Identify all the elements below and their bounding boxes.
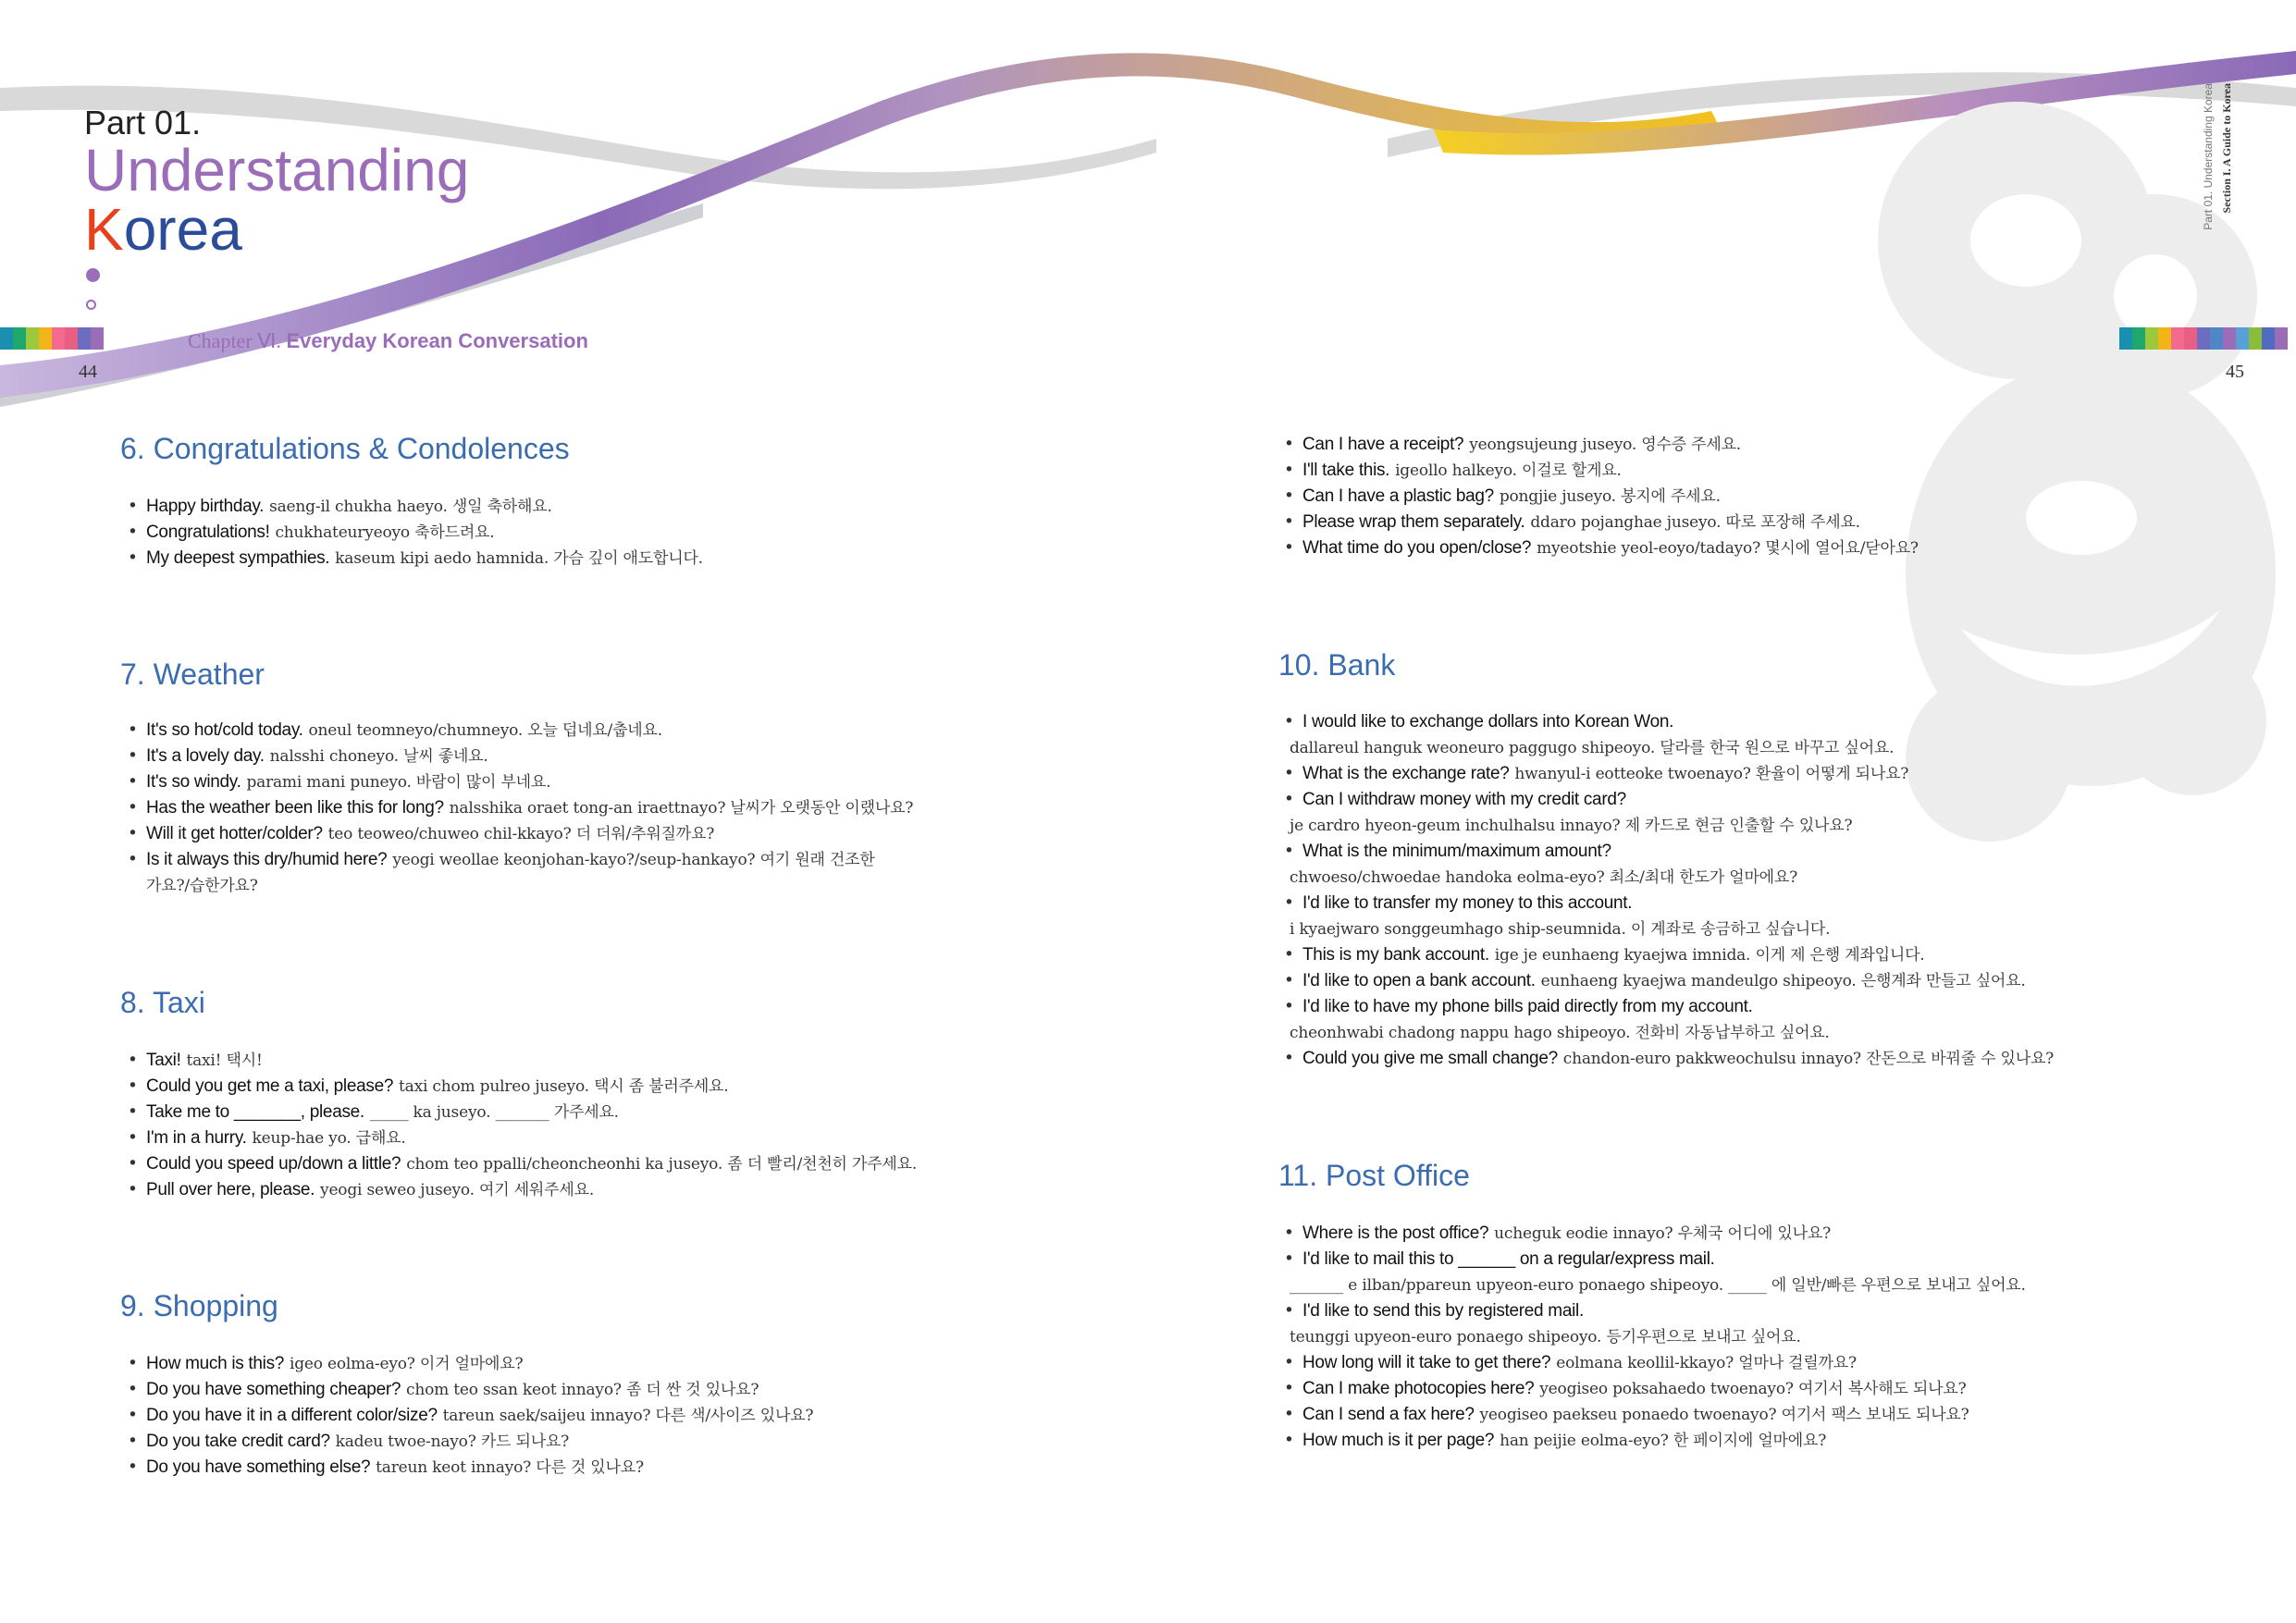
list-item: • It's so hot/cold today. oneul teomneyo/chumneyo. 오늘 덥네요/춥네요. (120, 718, 913, 744)
list-item: • I'd like to send this by registered mail. teunggi upyeon-euro ponaego shipeoyo. 등기우편으로 보내고 싶어요. (1277, 1298, 2026, 1350)
list-item: • Do you have something else? tareun keot innayo? 다른 것 있나요? (120, 1455, 813, 1481)
color-strip-left (0, 327, 104, 350)
running-header-part: Part 01. Understanding Korea (2202, 83, 2215, 230)
chapter-heading (188, 329, 588, 353)
list-item: • I would like to exchange dollars into Korean Won. dallareul hanguk weoneuro paggugo shipeoyo. 달라를 한국 원으로 바꾸고 싶어요. (1277, 709, 2054, 761)
list-item: • Could you give me small change? chandon-euro pakkweochulsu innayo? 잔돈으로 바꿔줄 수 있나요? (1277, 1046, 2054, 1072)
list-item: • It's so windy. parami mani puneyo. 바람이 많이 부네요. (120, 769, 913, 795)
list-item: • How long will it take to get there? eolmana keollil-kkayo? 얼마나 걸릴까요? (1277, 1350, 2026, 1376)
running-header-vertical (2200, 83, 2240, 324)
page-title-line2 (84, 196, 242, 263)
section-heading-taxi: 8. Taxi (120, 986, 205, 1019)
running-header-section: Section I. A Guide to Korea (2220, 83, 2233, 214)
list-item: • Take me to _______, please. _____ ka juseyo. _______ 가주세요. (120, 1100, 917, 1125)
page-title-line1: Understanding (84, 137, 470, 203)
list-item: • Can I make photocopies here? yeogiseo poksahaedo twoenayo? 여기서 복사해도 되나요? (1277, 1376, 2026, 1402)
list-item: • What time do you open/close? myeotshie yeol-eoyo/tadayo? 몇시에 열어요/닫아요? (1277, 535, 1919, 561)
list-congratulations (120, 494, 703, 572)
list-item: • It's a lovely day. nalsshi choneyo. 날씨 좋네요. (120, 744, 913, 769)
list-item: • Taxi! taxi! 택시! (120, 1048, 917, 1074)
section-heading-bank: 10. Bank (1278, 648, 1396, 682)
list-item: • Where is the post office? ucheguk eodie innayo? 우체국 어디에 있나요? (1277, 1221, 2026, 1247)
title-letter-k: K (84, 196, 124, 263)
list-item: • Do you have it in a different color/size? tareun saek/saijeu innayo? 다른 색/사이즈 있나요? (120, 1403, 813, 1429)
list-item: • Can I have a receipt? yeongsujeung juseyo. 영수증 주세요. (1277, 432, 1919, 458)
list-item: • I'd like to have my phone bills paid directly from my account. cheonhwabi chadong nappu hago shipeoyo. 전화비 자동납부하고 싶어요. (1277, 994, 2054, 1046)
list-shopping-continued (1277, 432, 1919, 561)
hollow-dot-icon (86, 300, 96, 310)
list-item: • Do you take credit card? kadeu twoe-nayo? 카드 되나요? (120, 1429, 813, 1455)
list-item: • What is the minimum/maximum amount? chwoeso/chwoedae handoka eolma-eyo? 최소/최대 한도가 얼마에요? (1277, 839, 2054, 891)
list-item: • Can I send a fax here? yeogiseo paekseu ponaedo twoenayo? 여기서 팩스 보내도 되나요? (1277, 1402, 2026, 1428)
filled-dot-icon (86, 268, 100, 282)
section-heading-weather: 7. Weather (120, 658, 265, 691)
title-rest: orea (123, 196, 242, 263)
list-item: • Pull over here, please. yeogi seweo juseyo. 여기 세워주세요. (120, 1177, 917, 1203)
list-item: • Happy birthday. saeng-il chukha haeyo. 생일 축하해요. (120, 494, 703, 520)
list-item: • What is the exchange rate? hwanyul-i eotteoke twoenayo? 환율이 어떻게 되나요? (1277, 761, 2054, 787)
list-item: • Has the weather been like this for long? nalsshika oraet tong-an iraettnayo? 날씨가 오랫동안 이랬나요? (120, 795, 913, 821)
page-number-left: 44 (79, 362, 97, 382)
color-strip-right (2119, 327, 2288, 350)
chapter-title: Everyday Korean Conversation (286, 329, 588, 352)
section-heading-shopping: 9. Shopping (120, 1289, 278, 1322)
list-taxi (120, 1048, 917, 1203)
chapter-prefix: Chapter Ⅵ. (188, 329, 281, 352)
part-label: Part 01. (84, 104, 202, 141)
section-heading-post-office: 11. Post Office (1278, 1159, 1470, 1192)
list-item: • How much is it per page? han peijie eolma-eyo? 한 페이지에 얼마에요? (1277, 1428, 2026, 1454)
list-item: • I'd like to open a bank account. eunhaeng kyaejwa mandeulgo shipeoyo. 은행계좌 만들고 싶어요. (1277, 968, 2054, 994)
list-item: • This is my bank account. ige je eunhaeng kyaejwa imnida. 이게 제 은행 계좌입니다. (1277, 942, 2054, 968)
list-item: • Could you get me a taxi, please? taxi chom pulreo juseyo. 택시 좀 불러주세요. (120, 1074, 917, 1100)
section-heading-congratulations: 6. Congratulations & Condolences (120, 432, 570, 465)
list-item: • Will it get hotter/colder? teo teoweo/chuweo chil-kkayo? 더 더워/추워질까요? (120, 821, 913, 847)
list-item: • I'd like to transfer my money to this account. i kyaejwaro songgeumhago ship-seumnida. 이 계좌로 송금하고 싶습니다. (1277, 891, 2054, 942)
list-item: • Is it always this dry/humid here? yeogi weollae keonjohan-kayo?/seup-hankayo? 여기 원래 건조한 가요?/습한가요? (120, 847, 913, 899)
list-item: • Do you have something cheaper? chom teo ssan keot innayo? 좀 더 싼 것 있나요? (120, 1377, 813, 1403)
list-item: • I'll take this. igeollo halkeyo. 이걸로 할게요. (1277, 458, 1919, 484)
list-bank (1277, 709, 2054, 1072)
list-item: • I'm in a hurry. keup-hae yo. 급해요. (120, 1125, 917, 1151)
list-shopping (120, 1351, 813, 1481)
list-item: • My deepest sympathies. kaseum kipi aedo hamnida. 가슴 깊이 애도합니다. (120, 546, 703, 572)
page-number-right: 45 (2226, 362, 2244, 382)
list-item: • Congratulations! chukhateuryeoyo 축하드려요. (120, 520, 703, 546)
list-item: • Can I have a plastic bag? pongjie juseyo. 봉지에 주세요. (1277, 484, 1919, 510)
list-item: • How much is this? igeo eolma-eyo? 이거 얼마에요? (120, 1351, 813, 1377)
list-item: • Could you speed up/down a little? chom teo ppalli/cheoncheonhi ka juseyo. 좀 더 빨리/천천히 가주세요. (120, 1151, 917, 1177)
list-weather (120, 718, 913, 899)
list-post-office (1277, 1221, 2026, 1454)
list-item: • Can I withdraw money with my credit card? je cardro hyeon-geum inchulhalsu innayo? 제 카드로 현금 인출할 수 있나요? (1277, 787, 2054, 839)
list-item: • Please wrap them separately. ddaro pojanghae juseyo. 따로 포장해 주세요. (1277, 510, 1919, 535)
list-item: • I'd like to mail this to ______ on a regular/express mail. _______ e ilban/ppareun upyeon-euro ponaego shipeoyo. _____ 에 일반/빠른 우편으로 보내고 싶어요. (1277, 1247, 2026, 1298)
